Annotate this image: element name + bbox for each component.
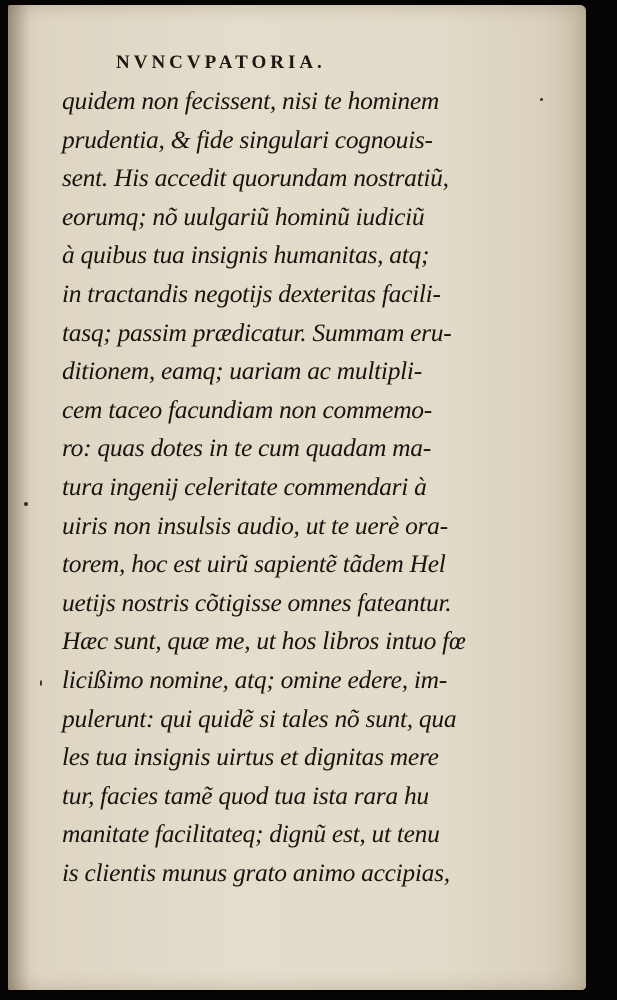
text-line-18: les tua insignis uirtus et dignitas mere: [62, 742, 439, 772]
text-line-12: uiris non insulsis audio, ut te uerè ora-: [62, 510, 448, 540]
text-line-15: Hæc sunt, quæ me, ut hos libros intuo fœ: [62, 626, 466, 656]
ink-speck: [24, 502, 28, 506]
text-line-4: eorumq; nõ uulgariũ hominũ iudiciũ: [62, 201, 425, 231]
body-text: [62, 82, 482, 892]
text-line-2: prudentia, & fide singulari cognouis-: [62, 124, 433, 154]
ink-speck: [540, 98, 543, 101]
text-line-1: quidem non fecissent, nisi te hominem: [62, 86, 440, 115]
text-line-7: tasq; passim prædicatur. Summam eru-: [62, 317, 452, 347]
text-line-13: torem, hoc est uirũ sapientẽ tãdem Hel: [62, 549, 446, 579]
text-line-11: tura ingenij celeritate commendari à: [62, 471, 427, 501]
text-line-5: à quibus tua insignis humanitas, atq;: [62, 240, 430, 270]
text-line-21: is clientis munus grato animo accipias,: [62, 857, 450, 887]
text-line-10: ro: quas dotes in te cum quadam ma-: [62, 433, 431, 463]
running-header: NVNCVPATORIA.: [116, 52, 326, 73]
text-line-14: uetijs nostris cõtigisse omnes fateantur.: [62, 587, 452, 617]
text-line-6: in tractandis negotijs dexteritas facili-: [62, 278, 441, 308]
ink-speck: [40, 680, 42, 686]
page-edge-dark: [586, 5, 617, 1000]
text-line-9: cem taceo facundiam non commemo-: [62, 394, 432, 424]
gutter-shadow: [8, 5, 30, 990]
text-line-19: tur, facies tamẽ quod tua ista rara hu: [62, 780, 429, 810]
text-line-20: manitate facilitateq; dignũ est, ut tenu: [62, 819, 440, 849]
text-line-8: ditionem, eamq; uariam ac multipli-: [62, 356, 422, 386]
text-line-3: sent. His accedit quorundam nostratiũ,: [62, 163, 449, 193]
text-line-16: licißimo nomine, atq; omine edere, im-: [62, 664, 447, 694]
text-line-17: pulerunt: qui quidẽ si tales nõ sunt, qua: [62, 703, 457, 733]
